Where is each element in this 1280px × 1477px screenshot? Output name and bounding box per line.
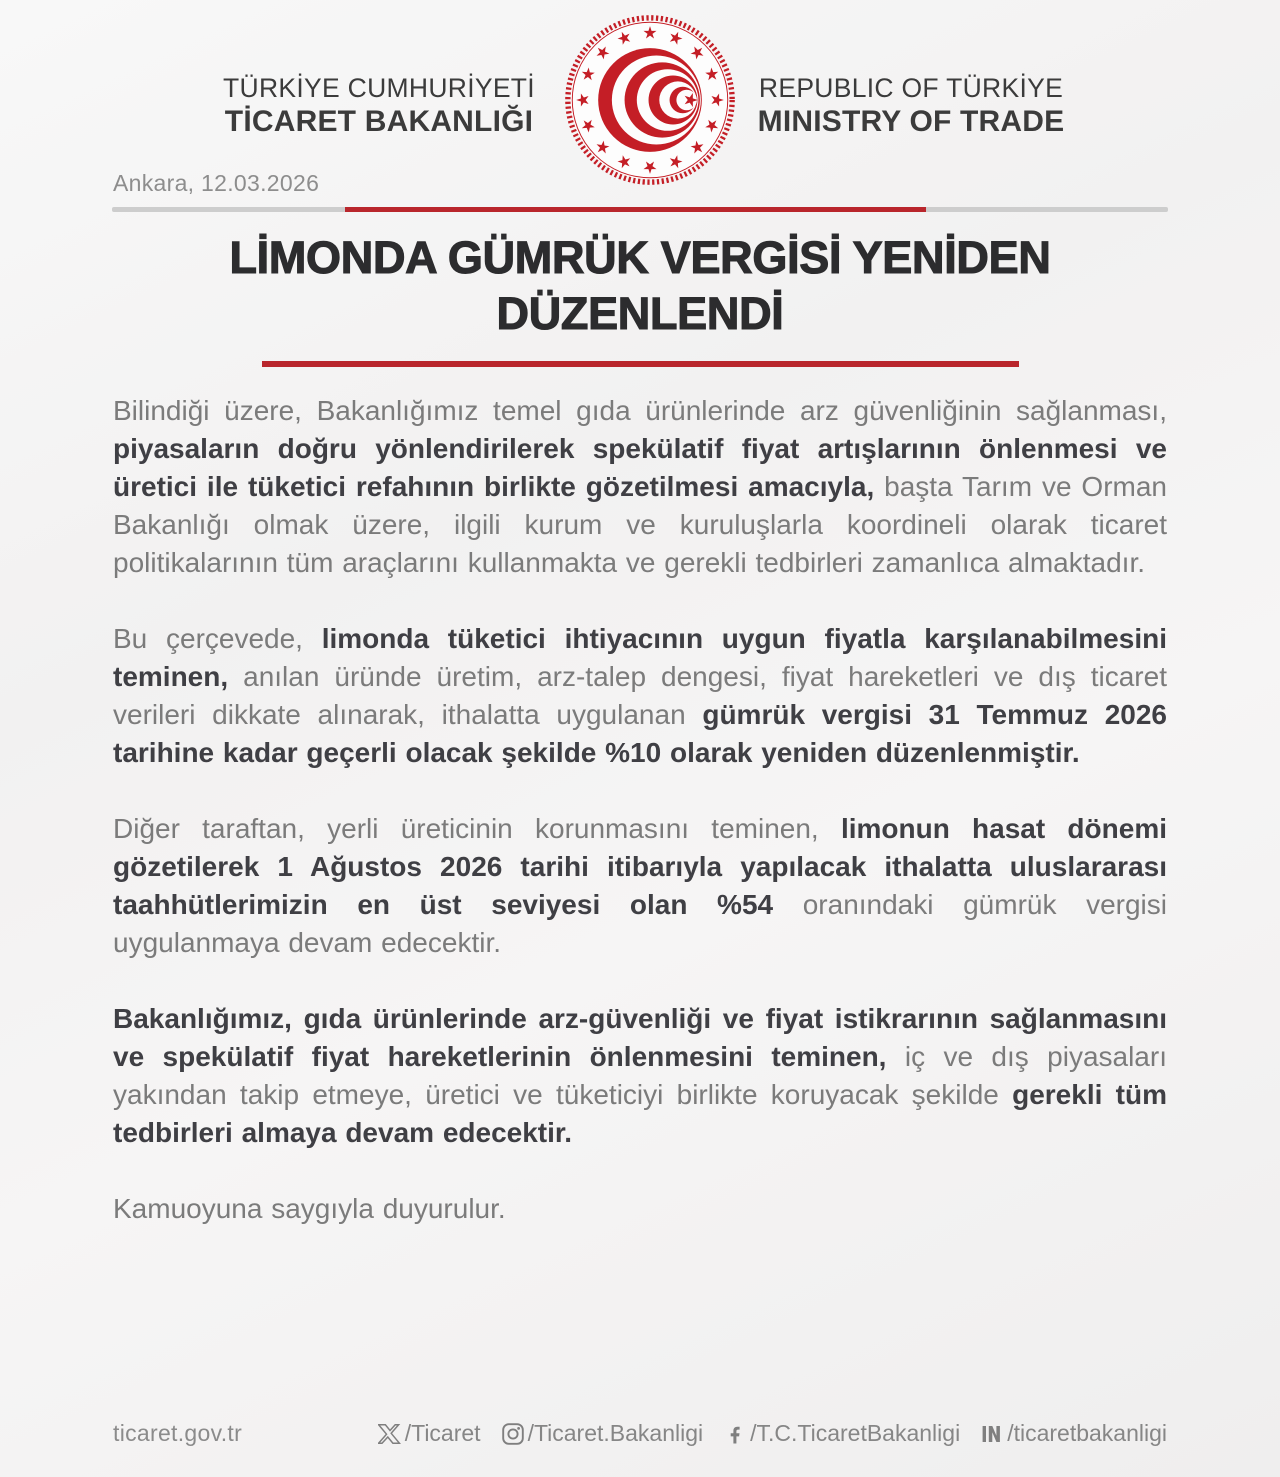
header-divider — [112, 207, 1168, 212]
social-link-facebook[interactable] — [723, 1420, 960, 1447]
org-title-english — [721, 72, 1101, 141]
paragraph — [113, 810, 1167, 962]
dateline: Ankara, 12.03.2026 — [113, 170, 320, 196]
org-title-turkish — [189, 72, 569, 141]
x-icon — [378, 1422, 402, 1446]
footer — [113, 1420, 1167, 1447]
page-title-line1: LİMONDA GÜMRÜK VERGİSİ YENİDEN — [229, 232, 1051, 283]
emphasis-text: limonda tüketici ihtiyacının uygun fiyatla karşılanabilmesini teminen, — [113, 623, 1167, 692]
emphasis-text: piyasaların doğru yönlendirilerek spekülatif fiyat artışlarının önlenmesi ve üretici ile tüketici refahının birlikte gözetilmesi amacıyla, — [113, 433, 1167, 502]
body-text: Bilindiği üzere, Bakanlığımız temel gıda ürünlerinde arz güvenliğinin sağlanması, — [113, 395, 1167, 426]
org-tr-line1: TÜRKİYE CUMHURİYETİ — [223, 73, 535, 103]
body-text: Diğer taraftan, yerli üreticinin korunmasını teminen, — [113, 813, 841, 844]
website-link[interactable]: ticaret.gov.tr — [113, 1420, 243, 1446]
body-text: başta Tarım ve Orman Bakanlığı olmak üzere, ilgili kurum ve kuruluşlarla koordineli olarak ticaret politikalarının tüm araçlarını kullanmakta ve gerekli tedbirleri zamanlıca almaktadır. — [113, 471, 1167, 578]
org-en-line2: MINISTRY OF TRADE — [757, 105, 1065, 139]
body-text: iç ve dış piyasaları yakından takip etmeye, üretici ve tüketiciyi birlikte koruyacak şekilde — [113, 1041, 1167, 1110]
header-divider-accent — [345, 207, 926, 212]
body-paragraphs — [113, 392, 1167, 1266]
social-link-instagram[interactable] — [501, 1420, 704, 1447]
social-link-nsosyal[interactable] — [980, 1420, 1167, 1447]
social-links — [378, 1420, 1167, 1447]
ministry-logo-icon — [562, 12, 738, 188]
emphasis-text: Bakanlığımız, gıda ürünlerinde arz-güvenliği ve fiyat istikrarının sağlanmasını ve spekülatif fiyat hareketlerinin önlenmesini teminen, — [113, 1003, 1167, 1072]
closing-line: Kamuoyuna saygıyla duyurulur. — [113, 1193, 506, 1224]
body-text: anılan üründe üretim, arz-talep dengesi, fiyat hareketleri ve dış ticaret verileri dikkate alınarak, ithalatta uygulanan — [113, 661, 1167, 730]
body-text: Bu çerçevede, — [113, 623, 322, 654]
facebook-icon — [723, 1422, 747, 1446]
social-link-x[interactable] — [378, 1420, 481, 1447]
nsosyal-icon — [980, 1422, 1004, 1446]
instagram-icon — [501, 1422, 525, 1446]
social-handle: /Ticaret.Bakanligi — [527, 1420, 704, 1446]
social-handle: /T.C.TicaretBakanligi — [750, 1420, 961, 1446]
org-tr-line2: TİCARET BAKANLIĞI — [224, 105, 534, 139]
social-handle: /Ticaret — [404, 1420, 481, 1446]
paragraph — [113, 620, 1167, 772]
page-title — [0, 230, 1280, 342]
emphasis-text: gerekli tüm tedbirleri almaya devam edecektir. — [113, 1079, 1167, 1148]
paragraph — [113, 1000, 1167, 1152]
social-handle: /ticaretbakanligi — [1007, 1420, 1167, 1446]
title-underline — [262, 361, 1019, 367]
paragraph — [113, 392, 1167, 582]
emphasis-text: gümrük vergisi 31 Temmuz 2026 tarihine kadar geçerli olacak şekilde %10 olarak yeniden düzenlenmiştir. — [113, 699, 1167, 768]
org-en-line1: REPUBLIC OF TÜRKİYE — [758, 73, 1064, 103]
body-text: oranındaki gümrük vergisi uygulanmaya devam edecektir. — [113, 889, 1168, 958]
emphasis-text: limonun hasat dönemi gözetilerek 1 Ağustos 2026 tarihi itibarıyla yapılacak ithalatta uluslararası taahhütlerimizin en üst seviyesi olan %54 — [113, 813, 1167, 920]
page-title-line2: DÜZENLENDİ — [496, 288, 784, 339]
